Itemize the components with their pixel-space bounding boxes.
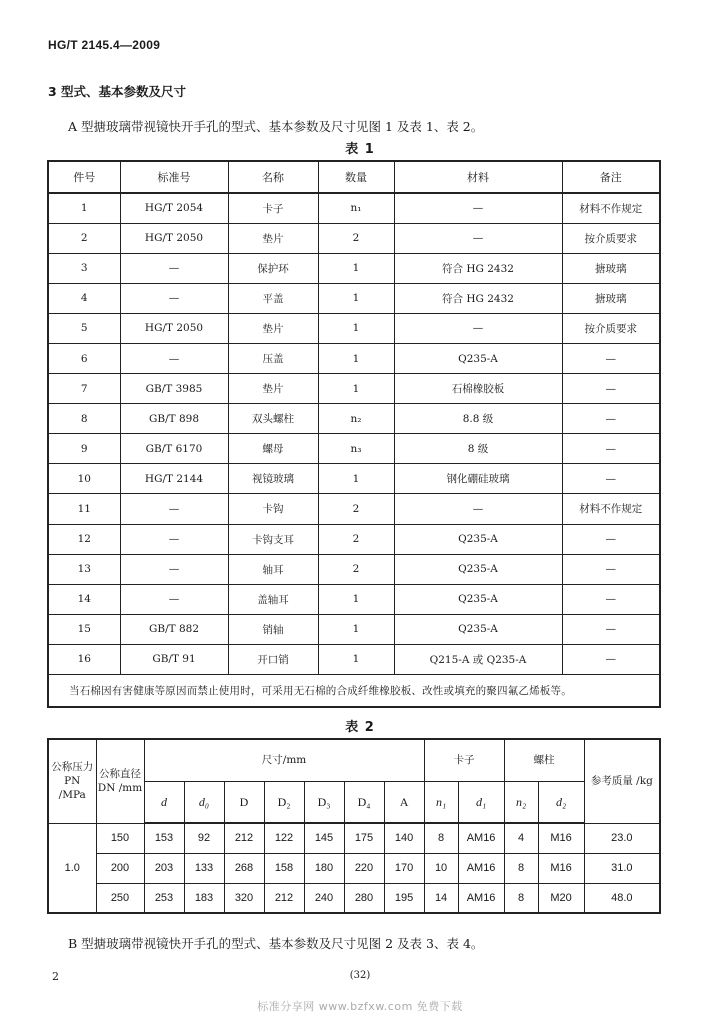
table-cell: AM16 bbox=[458, 823, 504, 853]
table-cell: Q235-A bbox=[394, 584, 562, 614]
table-cell: AM16 bbox=[458, 853, 504, 883]
table-cell: 240 bbox=[304, 883, 344, 913]
table-row bbox=[48, 343, 660, 373]
table-row bbox=[48, 283, 660, 313]
table-cell: 保护环 bbox=[228, 253, 318, 283]
table-cell: 6 bbox=[48, 343, 120, 373]
table-cell: 平盖 bbox=[228, 283, 318, 313]
table-cell: 垫片 bbox=[228, 223, 318, 253]
table-cell: 盖轴耳 bbox=[228, 584, 318, 614]
table-cell: n₂ bbox=[318, 404, 394, 434]
header-cell: 名称 bbox=[228, 161, 318, 193]
mass-header: 参考质量 /kg bbox=[584, 739, 660, 823]
table-cell: — bbox=[120, 494, 228, 524]
table-cell: 钢化硼硅玻璃 bbox=[394, 464, 562, 494]
table-cell: 212 bbox=[264, 883, 304, 913]
table-cell: — bbox=[562, 343, 660, 373]
table-cell: 170 bbox=[384, 853, 424, 883]
table-cell: 2 bbox=[318, 524, 394, 554]
table-cell: HG/T 2144 bbox=[120, 464, 228, 494]
table-cell: 1 bbox=[318, 464, 394, 494]
table-row bbox=[48, 524, 660, 554]
table-cell: Q235-A bbox=[394, 554, 562, 584]
parts-table bbox=[47, 160, 661, 708]
table-cell: Q215-A 或 Q235-A bbox=[394, 644, 562, 674]
table-cell: 133 bbox=[184, 853, 224, 883]
table-cell: 2 bbox=[318, 554, 394, 584]
pn-header: 公称压力 PN /MPa bbox=[48, 739, 96, 823]
table-cell: 垫片 bbox=[228, 313, 318, 343]
table-cell: 材料不作规定 bbox=[562, 494, 660, 524]
table-cell: GB/T 6170 bbox=[120, 434, 228, 464]
parts-table-header bbox=[48, 161, 660, 193]
table-row bbox=[48, 464, 660, 494]
sub-header: n₁ bbox=[424, 781, 458, 823]
sub-header: D bbox=[224, 781, 264, 823]
table-cell: 压盖 bbox=[228, 343, 318, 373]
table-cell: 253 bbox=[144, 883, 184, 913]
table-cell: n₁ bbox=[318, 193, 394, 223]
dn-header: 公称直径 DN /mm bbox=[96, 739, 144, 823]
table-row bbox=[48, 313, 660, 343]
table-cell: 1 bbox=[318, 374, 394, 404]
table-cell: 2 bbox=[318, 223, 394, 253]
table-cell: 195 bbox=[384, 883, 424, 913]
table-cell: Q235-A bbox=[394, 343, 562, 373]
table-cell: 符合 HG 2432 bbox=[394, 283, 562, 313]
table-cell: 183 bbox=[184, 883, 224, 913]
table-cell: 双头螺柱 bbox=[228, 404, 318, 434]
table-cell: 4 bbox=[504, 823, 538, 853]
table-cell: 1 bbox=[318, 644, 394, 674]
table-cell: 1 bbox=[318, 584, 394, 614]
table-cell: — bbox=[562, 374, 660, 404]
table-cell: — bbox=[120, 283, 228, 313]
table-cell: — bbox=[562, 434, 660, 464]
table-cell: 14 bbox=[48, 584, 120, 614]
table-row bbox=[48, 404, 660, 434]
table-cell: 9 bbox=[48, 434, 120, 464]
dimensions-table bbox=[47, 738, 661, 914]
table-cell: GB/T 882 bbox=[120, 614, 228, 644]
table-cell: 140 bbox=[384, 823, 424, 853]
header-cell: 备注 bbox=[562, 161, 660, 193]
header-cell: 数量 bbox=[318, 161, 394, 193]
table-cell: — bbox=[562, 464, 660, 494]
sub-header: A bbox=[384, 781, 424, 823]
table-cell: 视镜玻璃 bbox=[228, 464, 318, 494]
table2-caption: 表 2 bbox=[345, 720, 375, 735]
table-cell: 145 bbox=[304, 823, 344, 853]
table-cell: HG/T 2054 bbox=[120, 193, 228, 223]
table-cell: 石棉橡胶板 bbox=[394, 374, 562, 404]
table-row bbox=[48, 253, 660, 283]
table-cell: — bbox=[394, 193, 562, 223]
table-cell: 卡子 bbox=[228, 193, 318, 223]
table-cell: 8.8 级 bbox=[394, 404, 562, 434]
table-row bbox=[48, 193, 660, 223]
intro-paragraph: A 型搪玻璃带视镜快开手孔的型式、基本参数及尺寸见图 1 及表 1、表 2。 bbox=[68, 119, 484, 134]
table-cell: 1 bbox=[318, 253, 394, 283]
table-row bbox=[48, 853, 660, 883]
watermark-text: 标准分享网 www.bzfxw.com 免费下载 bbox=[257, 1000, 463, 1013]
table-cell: M16 bbox=[538, 853, 584, 883]
table-row bbox=[48, 614, 660, 644]
table-cell: 268 bbox=[224, 853, 264, 883]
table-cell: 搪玻璃 bbox=[562, 253, 660, 283]
table-cell: 31.0 bbox=[584, 853, 660, 883]
table-cell: — bbox=[562, 644, 660, 674]
table-cell: 开口销 bbox=[228, 644, 318, 674]
table-cell: 48.0 bbox=[584, 883, 660, 913]
table-cell: — bbox=[120, 554, 228, 584]
header-cell: 件号 bbox=[48, 161, 120, 193]
sub-header: d bbox=[144, 781, 184, 823]
clamp-header: 卡子 bbox=[424, 739, 504, 781]
table-cell: — bbox=[120, 524, 228, 554]
table-cell: — bbox=[120, 253, 228, 283]
table-cell: 1 bbox=[318, 313, 394, 343]
table-cell: 153 bbox=[144, 823, 184, 853]
table-cell: Q235-A bbox=[394, 614, 562, 644]
dimension-header: 尺寸/mm bbox=[144, 739, 424, 781]
table-cell: 180 bbox=[304, 853, 344, 883]
table-cell: 垫片 bbox=[228, 374, 318, 404]
table-cell: 92 bbox=[184, 823, 224, 853]
table-cell: 1 bbox=[318, 343, 394, 373]
table-row bbox=[48, 883, 660, 913]
table-cell: 搪玻璃 bbox=[562, 283, 660, 313]
table-cell: 符合 HG 2432 bbox=[394, 253, 562, 283]
table-cell: AM16 bbox=[458, 883, 504, 913]
table-cell: 1 bbox=[318, 614, 394, 644]
table-row bbox=[48, 554, 660, 584]
table-cell: 2 bbox=[318, 494, 394, 524]
table-cell: 12 bbox=[48, 524, 120, 554]
sub-header: d₁ bbox=[458, 781, 504, 823]
table-cell: 23.0 bbox=[584, 823, 660, 853]
table-cell: 15 bbox=[48, 614, 120, 644]
table-cell: HG/T 2050 bbox=[120, 313, 228, 343]
table-cell: M16 bbox=[538, 823, 584, 853]
table-row bbox=[48, 644, 660, 674]
table-cell: 8 bbox=[424, 823, 458, 853]
table-cell: 2 bbox=[48, 223, 120, 253]
table-cell: 8 bbox=[504, 853, 538, 883]
table-cell: 10 bbox=[48, 464, 120, 494]
table-cell: 320 bbox=[224, 883, 264, 913]
table-row bbox=[48, 223, 660, 253]
table-cell: 250 bbox=[96, 883, 144, 913]
table-cell: 材料不作规定 bbox=[562, 193, 660, 223]
pn-value-cell: 1.0 bbox=[48, 823, 96, 913]
table-cell: 卡钩 bbox=[228, 494, 318, 524]
table-cell: 175 bbox=[344, 823, 384, 853]
table-cell: 按介质要求 bbox=[562, 313, 660, 343]
table-cell: — bbox=[562, 524, 660, 554]
table-cell: 销轴 bbox=[228, 614, 318, 644]
sub-header: d₀ bbox=[184, 781, 224, 823]
table-row bbox=[48, 494, 660, 524]
table-cell: 14 bbox=[424, 883, 458, 913]
dimensions-header-top bbox=[48, 739, 660, 781]
table-cell: — bbox=[562, 404, 660, 434]
sub-header: D₄ bbox=[344, 781, 384, 823]
sub-header: D₂ bbox=[264, 781, 304, 823]
table-cell: 150 bbox=[96, 823, 144, 853]
table-row bbox=[48, 823, 660, 853]
section-heading: 3 型式、基本参数及尺寸 bbox=[48, 84, 187, 99]
table-cell: 1 bbox=[48, 193, 120, 223]
header-cell: 标准号 bbox=[120, 161, 228, 193]
table-cell: 4 bbox=[48, 283, 120, 313]
table-cell: 卡钩支耳 bbox=[228, 524, 318, 554]
closing-paragraph: B 型搪玻璃带视镜快开手孔的型式、基本参数及尺寸见图 2 及表 3、表 4。 bbox=[68, 936, 484, 951]
table-cell: 13 bbox=[48, 554, 120, 584]
table-row bbox=[48, 374, 660, 404]
table-cell: — bbox=[394, 313, 562, 343]
table-cell: 按介质要求 bbox=[562, 223, 660, 253]
table-cell: 11 bbox=[48, 494, 120, 524]
table-cell: — bbox=[562, 554, 660, 584]
table-cell: 16 bbox=[48, 644, 120, 674]
table-cell: 5 bbox=[48, 313, 120, 343]
page-sequence: (32) bbox=[349, 970, 371, 981]
table-cell: 200 bbox=[96, 853, 144, 883]
table-cell: 122 bbox=[264, 823, 304, 853]
table-cell: Q235-A bbox=[394, 524, 562, 554]
table-cell: 203 bbox=[144, 853, 184, 883]
table-cell: — bbox=[120, 584, 228, 614]
bolt-header: 螺柱 bbox=[504, 739, 584, 781]
table-cell: 8 bbox=[48, 404, 120, 434]
table-cell: 280 bbox=[344, 883, 384, 913]
table-cell: 220 bbox=[344, 853, 384, 883]
table-cell: GB/T 898 bbox=[120, 404, 228, 434]
table-cell: 212 bbox=[224, 823, 264, 853]
table-cell: GB/T 91 bbox=[120, 644, 228, 674]
table-cell: — bbox=[394, 223, 562, 253]
table1-caption: 表 1 bbox=[345, 142, 375, 157]
sub-header: d₂ bbox=[538, 781, 584, 823]
table-cell: — bbox=[562, 584, 660, 614]
table-cell: GB/T 3985 bbox=[120, 374, 228, 404]
table-cell: 8 级 bbox=[394, 434, 562, 464]
table-cell: 158 bbox=[264, 853, 304, 883]
sub-header: D₃ bbox=[304, 781, 344, 823]
table-cell: 1 bbox=[318, 283, 394, 313]
page-number: 2 bbox=[52, 970, 59, 983]
sub-header: n₂ bbox=[504, 781, 538, 823]
table-cell: M20 bbox=[538, 883, 584, 913]
table-row bbox=[48, 434, 660, 464]
table-cell: — bbox=[120, 343, 228, 373]
table-cell: HG/T 2050 bbox=[120, 223, 228, 253]
table-cell: 7 bbox=[48, 374, 120, 404]
table-cell: 8 bbox=[504, 883, 538, 913]
table-cell: — bbox=[394, 494, 562, 524]
table-cell: — bbox=[562, 614, 660, 644]
table-cell: 3 bbox=[48, 253, 120, 283]
table1-note: 当石棉因有害健康等原因而禁止使用时，可采用无石棉的合成纤维橡胶板、改性或填充的聚四氟乙烯板等。 bbox=[48, 675, 660, 707]
table1-note-row bbox=[48, 675, 660, 707]
header-cell: 材料 bbox=[394, 161, 562, 193]
table-cell: 螺母 bbox=[228, 434, 318, 464]
table-cell: 10 bbox=[424, 853, 458, 883]
table-cell: n₃ bbox=[318, 434, 394, 464]
table-cell: 轴耳 bbox=[228, 554, 318, 584]
standard-number: HG/T 2145.4—2009 bbox=[48, 38, 161, 52]
table-row bbox=[48, 584, 660, 614]
